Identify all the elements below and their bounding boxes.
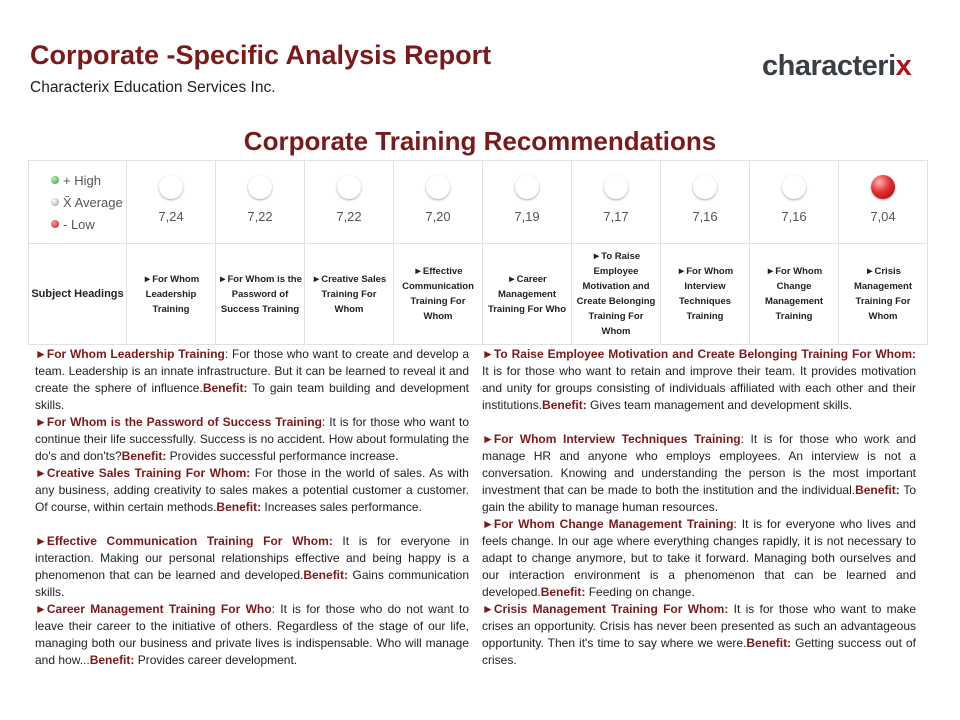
logo-wordmark: characteri bbox=[762, 50, 896, 82]
training-scores-table bbox=[28, 160, 928, 345]
benefit-label: Benefit: bbox=[216, 500, 262, 514]
score-cell bbox=[839, 161, 928, 244]
gray-ball-icon bbox=[515, 175, 539, 199]
gray-ball-icon bbox=[248, 175, 272, 199]
subject-heading: ►To Raise Employee Motivation and Create Belonging Training For Whom bbox=[572, 244, 661, 345]
benefit-label: Benefit: bbox=[303, 568, 349, 582]
gray-ball-icon bbox=[782, 175, 806, 199]
benefit-text: Getting success out of crises. bbox=[482, 636, 916, 667]
legend-average-label: X̄ Average bbox=[63, 194, 123, 210]
gray-ball-icon bbox=[159, 175, 183, 199]
benefit-label: Benefit: bbox=[542, 398, 587, 412]
score-value: 7,20 bbox=[425, 209, 451, 224]
benefit-text: Gains communication skills. bbox=[35, 568, 469, 599]
training-title: ►Effective Communication Training For Whom: bbox=[35, 534, 333, 548]
score-cell bbox=[483, 161, 572, 244]
benefit-text: To gain team building and development skills. bbox=[35, 381, 469, 412]
score-cell bbox=[394, 161, 483, 244]
training-title: ►Crisis Management Training For Whom: bbox=[482, 602, 729, 616]
subject-heading: ►Career Management Training For Who bbox=[483, 244, 572, 345]
score-value: 7,19 bbox=[514, 209, 540, 224]
descriptions-right-column bbox=[482, 346, 916, 669]
description-text: It is for those who want to make crises an opportunity. Crisis has never been presented as such an advantageous opportunity. Then it's time to say where we were. bbox=[482, 602, 916, 650]
score-value: 7,24 bbox=[158, 209, 184, 224]
subject-headings-row bbox=[29, 244, 928, 345]
benefit-label: Benefit: bbox=[202, 381, 248, 395]
description-text: It is for those who do not want to leave their career to the initiative of others. Regardless of the stage of our life, managing both our business and private lives is indispensable. Who will manage and how... bbox=[35, 602, 469, 667]
characterix-logo bbox=[762, 50, 911, 83]
score-cell bbox=[572, 161, 661, 244]
green-dot-icon bbox=[51, 176, 59, 184]
description-text: It is for those who want to continue their life successfully. Success is no accident. How about formulating the do's and don'ts? bbox=[35, 415, 469, 463]
gray-ball-icon bbox=[693, 175, 717, 199]
legend-low-label: - Low bbox=[63, 216, 95, 232]
subject-heading: ►For Whom Leadership Training bbox=[127, 244, 216, 345]
legend-high-label: + High bbox=[63, 172, 101, 188]
score-value: 7,22 bbox=[336, 209, 362, 224]
training-title: ►For Whom Leadership Training bbox=[35, 347, 225, 361]
score-value: 7,22 bbox=[247, 209, 273, 224]
subject-heading: ►For Whom Interview Techniques Training bbox=[661, 244, 750, 345]
training-title: ►To Raise Employee Motivation and Create Belonging Training For Whom: bbox=[482, 347, 916, 361]
benefit-label: Benefit: bbox=[121, 449, 167, 463]
training-description bbox=[482, 601, 916, 669]
descriptions-left-column bbox=[35, 346, 469, 669]
title-separator: : bbox=[224, 347, 229, 361]
legend-average bbox=[51, 191, 126, 213]
red-ball-icon bbox=[871, 175, 895, 199]
training-description bbox=[35, 346, 469, 414]
legend-low bbox=[51, 213, 126, 235]
training-title: ►For Whom Change Management Training bbox=[482, 517, 734, 531]
score-cell bbox=[127, 161, 216, 244]
title-separator: : bbox=[321, 415, 326, 429]
gray-ball-icon bbox=[426, 175, 450, 199]
title-separator: : bbox=[271, 602, 275, 616]
training-title: ►For Whom Interview Techniques Training bbox=[482, 432, 741, 446]
description-text: It is for those who want to retain and improve their team. It provides motivation and unity for groups consisting of individuals affiliated with each other and their institutions. bbox=[482, 364, 916, 412]
training-description bbox=[35, 414, 469, 465]
training-title: ►For Whom is the Password of Success Training bbox=[35, 415, 322, 429]
training-description bbox=[482, 346, 916, 414]
benefit-text: Feeding on change. bbox=[585, 585, 695, 599]
subject-headings-label: Subject Headings bbox=[29, 244, 127, 345]
training-description bbox=[35, 465, 469, 516]
description-text: It is for everyone in interaction. Making our personal relationships effective and being happy is a phenomenon that can be learned and developed. bbox=[35, 534, 469, 582]
benefit-label: Benefit: bbox=[855, 483, 900, 497]
gray-ball-icon bbox=[604, 175, 628, 199]
report-title: Corporate -Specific Analysis Report bbox=[30, 40, 492, 70]
benefit-label: Benefit: bbox=[746, 636, 792, 650]
red-dot-icon bbox=[51, 220, 59, 228]
section-title: Corporate Training Recommendations bbox=[243, 126, 717, 156]
training-description bbox=[35, 601, 469, 669]
description-text: It is for those who work and manage HR and anyone who employs employees. An interview is not a conversation. Knowing and understanding the person is the most important investment that can be made to both the institution and the individual. bbox=[482, 432, 917, 497]
description-text: It is for everyone who lives and feels change. In our age where everything changes rapidly, it is not necessary to adapt to change anymore, but to take it forward. Managing both ourselves and our interaction environment is a phenomenon that can be learned and developed. bbox=[482, 517, 916, 599]
benefit-text: Gives team management and development skills. bbox=[586, 398, 853, 412]
benefit-label: Benefit: bbox=[540, 585, 586, 599]
training-description bbox=[482, 431, 916, 516]
description-text: For those in the world of sales. As with any business, adding creativity to sales makes a potential customer a customer. Of course, within certain methods. bbox=[35, 466, 469, 514]
benefit-text: Increases sales performance. bbox=[261, 500, 422, 514]
score-cell bbox=[750, 161, 839, 244]
company-name: Characterix Education Services Inc. bbox=[30, 79, 276, 96]
subject-heading: ►Creative Sales Training For Whom bbox=[305, 244, 394, 345]
score-value: 7,16 bbox=[692, 209, 718, 224]
legend bbox=[29, 161, 127, 244]
subject-heading: ►For Whom is the Password of Success Training bbox=[216, 244, 305, 345]
subject-heading: ►Crisis Management Training For Whom bbox=[839, 244, 928, 345]
score-value: 7,17 bbox=[603, 209, 629, 224]
gray-dot-icon bbox=[51, 198, 59, 206]
benefit-text: Provides successful performance increase. bbox=[166, 449, 399, 463]
gray-ball-icon bbox=[337, 175, 361, 199]
score-value: 7,16 bbox=[781, 209, 807, 224]
legend-high bbox=[51, 169, 126, 191]
subject-heading: ►Effective Communication Training For Whom bbox=[394, 244, 483, 345]
logo-x-mark: x bbox=[895, 50, 912, 82]
training-title: ►Career Management Training For Who bbox=[35, 602, 272, 616]
title-separator: : bbox=[740, 432, 744, 446]
training-description bbox=[35, 533, 469, 601]
benefit-text: To gain the ability to manage human resources. bbox=[482, 483, 916, 514]
benefit-label: Benefit: bbox=[89, 653, 135, 667]
score-cell bbox=[661, 161, 750, 244]
score-cell bbox=[305, 161, 394, 244]
score-value: 7,04 bbox=[870, 209, 896, 224]
description-text: For those who want to create and develop a team. Leadership is an innate infrastructure. But it can be learned to reveal it and create the sphere of influence. bbox=[35, 347, 469, 395]
subject-heading: ►For Whom Change Management Training bbox=[750, 244, 839, 345]
scores-row bbox=[29, 161, 928, 244]
score-cell bbox=[216, 161, 305, 244]
benefit-text: Provides career development. bbox=[134, 653, 298, 667]
training-title: ►Creative Sales Training For Whom: bbox=[35, 466, 251, 480]
training-description bbox=[482, 516, 916, 601]
title-separator: : bbox=[733, 517, 737, 531]
